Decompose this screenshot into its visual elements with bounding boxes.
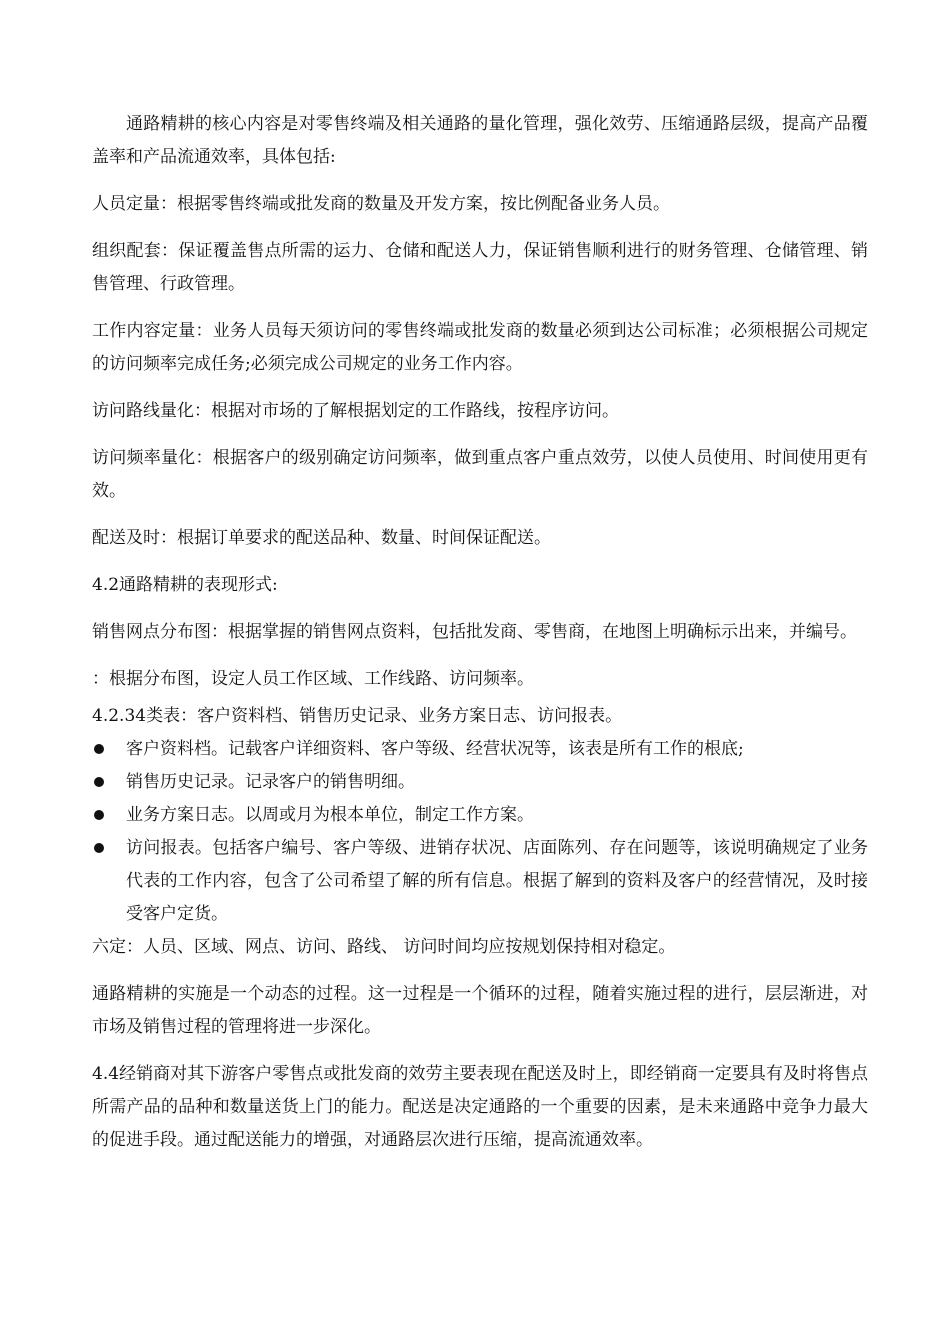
bullet-dot-icon	[94, 744, 104, 754]
list-item-text: 访问报表。包括客户编号、客户等级、进销存状况、店面陈列、存在问题等，该说明确规定了业务代表的工作内容，包含了公司希望了解的所有信息。根据了解到的资料及客户的经营情况，及时接受客户定货。	[126, 838, 868, 924]
paragraph-visit-frequency: 访问频率量化：根据客户的级别确定访问频率，做到重点客户重点效劳，以使人员使用、时间使用更有效。	[92, 448, 868, 501]
paragraph-organization: 组织配套：保证覆盖售点所需的运力、仓储和配送人力，保证销售顺利进行的财务管理、仓储管理、销售管理、行政管理。	[92, 241, 868, 294]
bullet-list	[92, 733, 868, 931]
paragraph-work-area: ：根据分布图，设定人员工作区域、工作线路、访问频率。	[92, 669, 534, 689]
paragraph-six-fixed: 六定：人员、区域、网点、访问、路线、 访问时间均应按规划保持相对稳定。	[92, 937, 676, 957]
bullet-dot-icon	[94, 777, 104, 787]
paragraph-staffing: 人员定量：根据零售终端或批发商的数量及开发方案，按比例配备业务人员。	[92, 194, 670, 214]
paragraph-visit-route: 访问路线量化：根据对市场的了解根据划定的工作路线，按程序访问。	[92, 401, 619, 421]
section-heading-4-2: 4.2通路精耕的表现形式:	[92, 575, 278, 595]
list-item	[92, 733, 868, 766]
bullet-dot-icon	[94, 843, 104, 853]
paragraph-delivery: 配送及时：根据订单要求的配送品种、数量、时间保证配送。	[92, 528, 551, 548]
list-item-text: 业务方案日志。以周或月为根本单位，制定工作方案。	[126, 805, 534, 825]
section-paragraph-4-4: 4.4经销商对其下游客户零售点或批发商的效劳主要表现在配送及时上，即经销商一定要具有及时将售点所需产品的品种和数量送货上门的能力。配送是决定通路的一个重要的因素，是未来通路中竞争力最大的促进手段。通过配送能力的增强，对通路层次进行压缩，提高流通效率。	[92, 1064, 868, 1150]
paragraph-distribution-map: 销售网点分布图：根据掌握的销售网点资料，包括批发商、零售商，在地图上明确标示出来，并编号。	[92, 622, 857, 642]
list-item	[92, 832, 868, 931]
intro-paragraph: 通路精耕的核心内容是对零售终端及相关通路的量化管理，强化效劳、压缩通路层级，提高产品覆盖率和产品流通效率，具体包括:	[92, 114, 868, 167]
paragraph-four-forms: 4.2.34类表：客户资料档、销售历史记录、业务方案日志、访问报表。	[92, 706, 623, 726]
list-item-text: 销售历史记录。记录客户的销售明细。	[126, 772, 415, 792]
list-item	[92, 766, 868, 799]
list-item	[92, 799, 868, 832]
paragraph-dynamic-process: 通路精耕的实施是一个动态的过程。这一过程是一个循环的过程，随着实施过程的进行，层层渐进，对市场及销售过程的管理将进一步深化。	[92, 984, 868, 1037]
bullet-dot-icon	[94, 810, 104, 820]
list-item-text: 客户资料档。记载客户详细资料、客户等级、经营状况等，该表是所有工作的根底;	[126, 739, 744, 759]
paragraph-work-content: 工作内容定量：业务人员每天须访问的零售终端或批发商的数量必须到达公司标准；必须根据公司规定的访问频率完成任务;必须完成公司规定的业务工作内容。	[92, 321, 868, 374]
document-body	[92, 108, 868, 1157]
